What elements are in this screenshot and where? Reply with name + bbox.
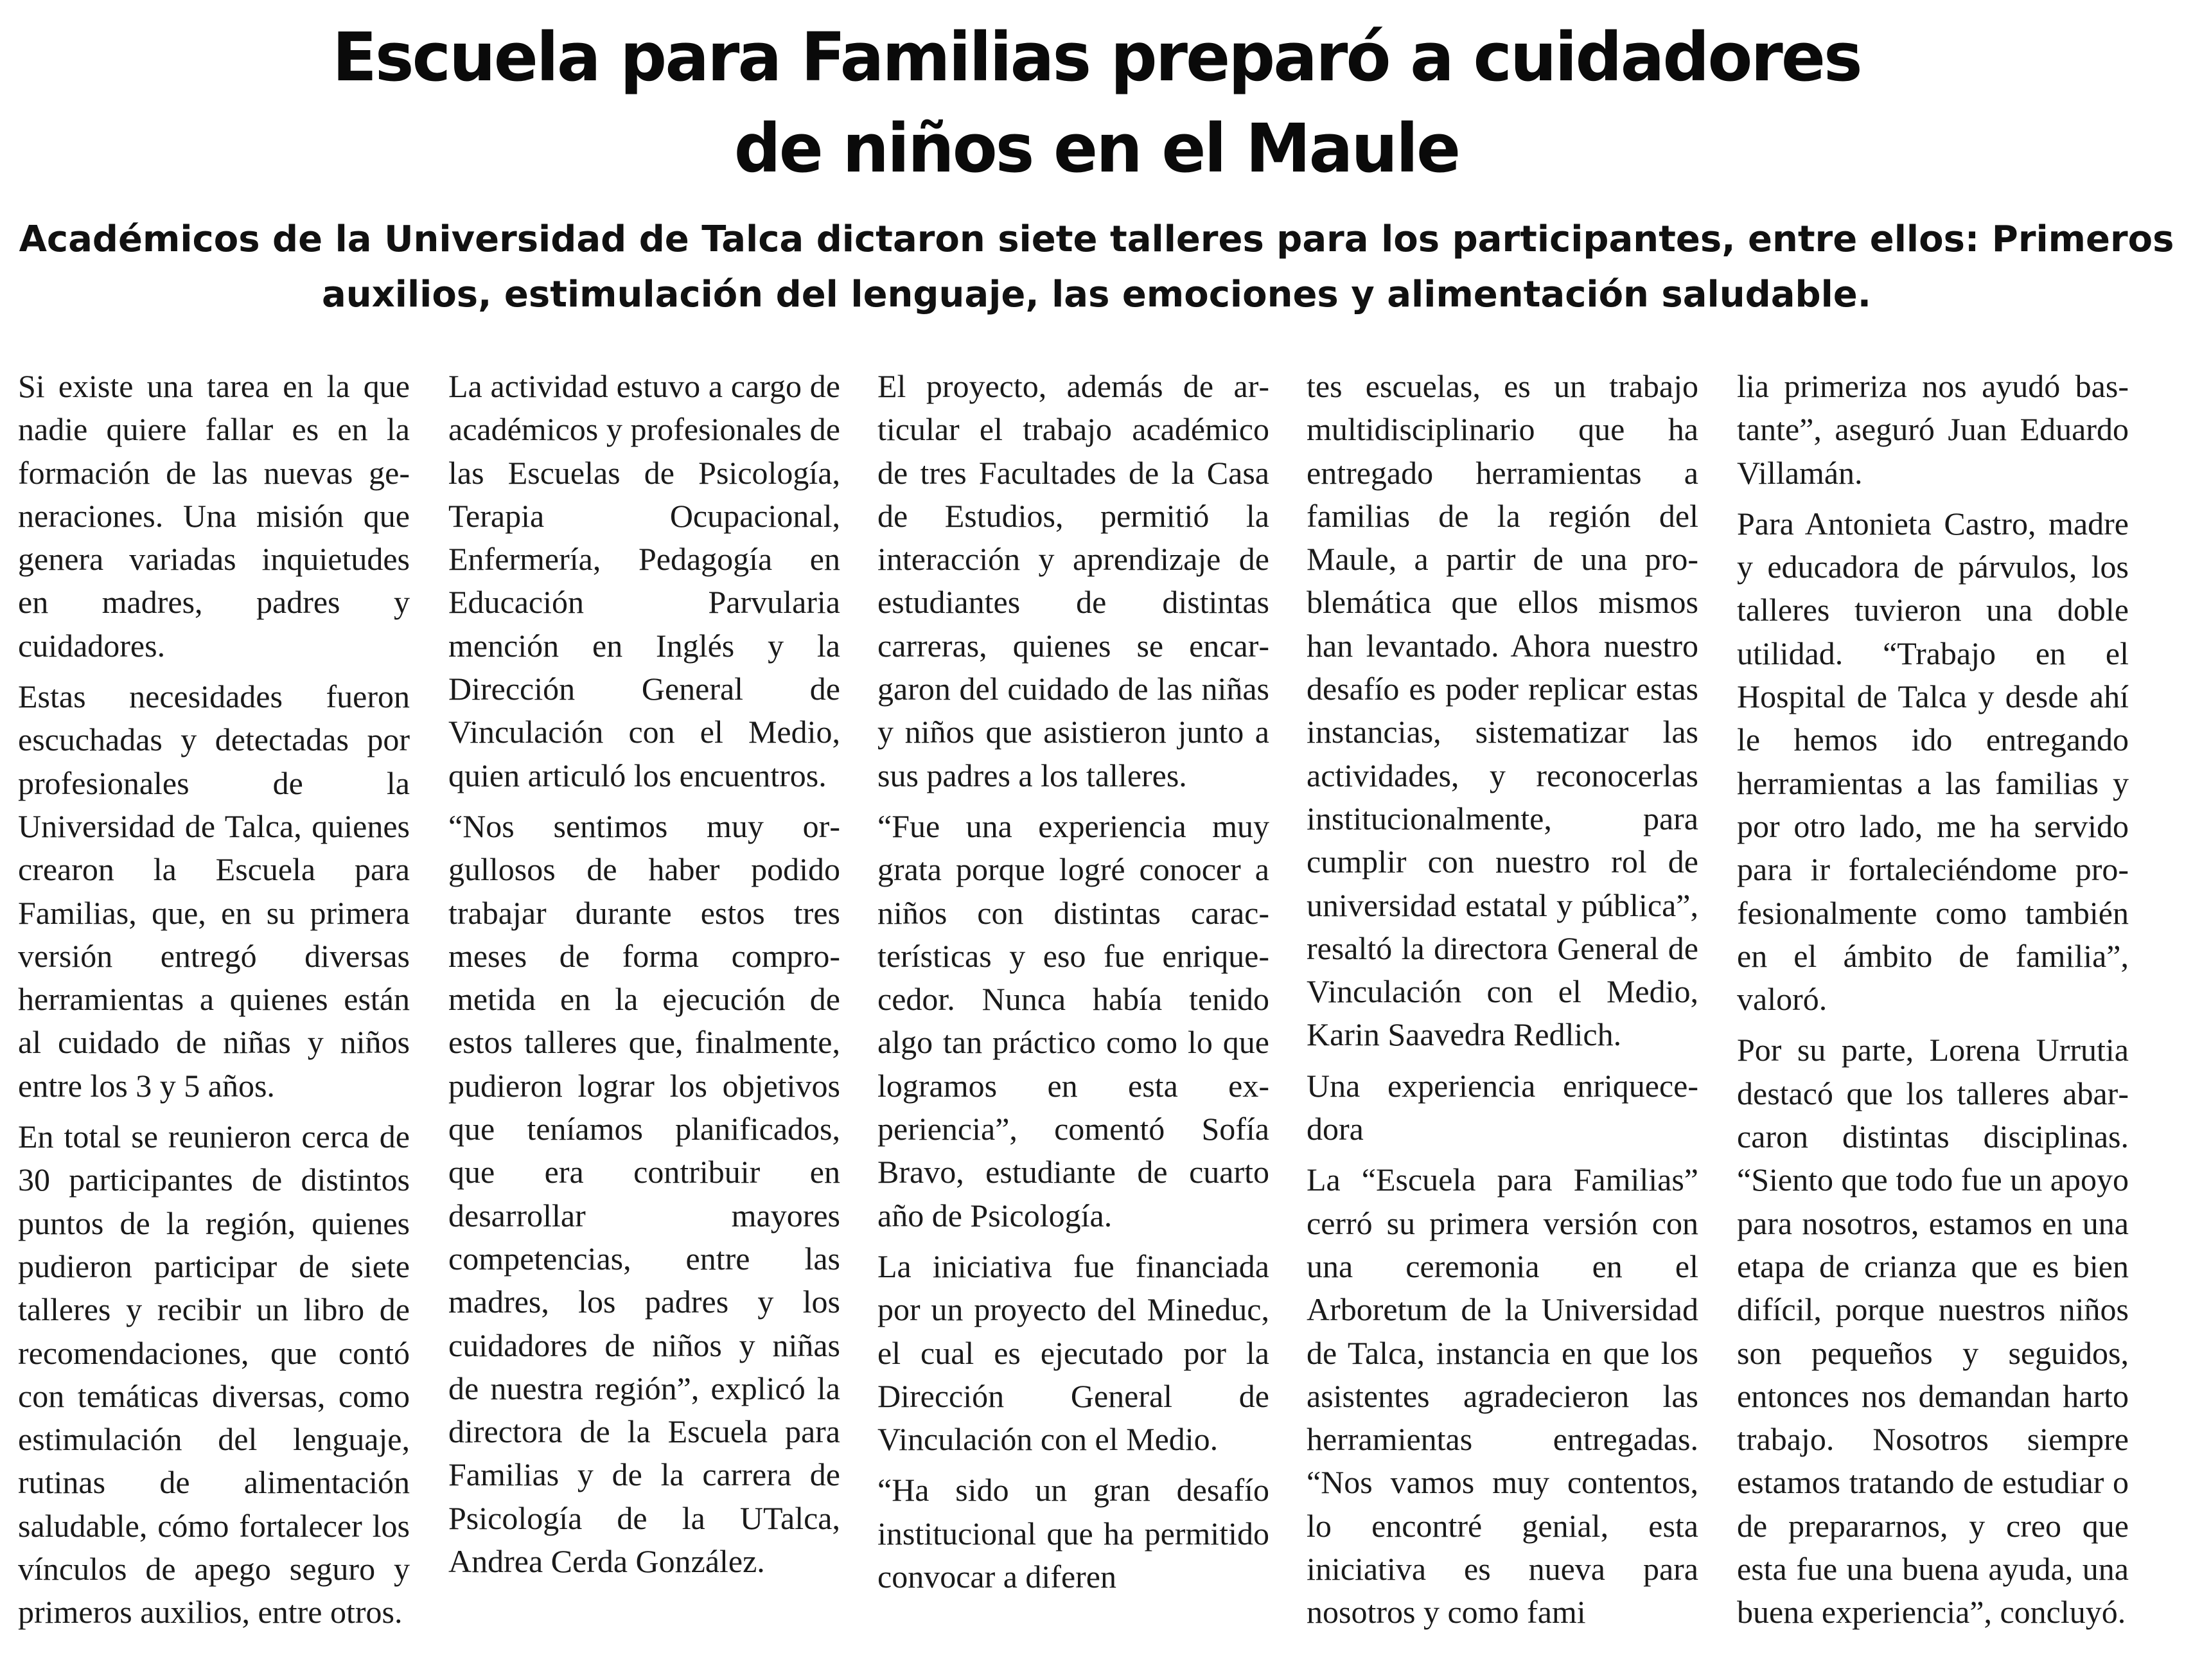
paragraph: Por su parte, Lorena Urrutia destacó que los talleres abarcaron distintas disciplinas. “Siento que todo fue un apoyo para nosotros, estamos en una etapa de crianza que es bien difícil, porque nuestros niños son pequeños y seguidos, entonces nos demandan harto trabajo. Nosotros siempre estamos tratando de estudiar o de prepararnos, y creo que esta fue una buena ayuda, una buena experiencia”, concluyó.	[1737, 1032, 2129, 1631]
section-subtitle: Una experiencia enriquecedora	[1307, 1067, 1698, 1147]
paragraph: Si existe una tarea en la que nadie quiere fallar es en la formación de las nuevas generaciones. Una misión que genera variadas inquietudes en madres, padres y cuidadores.	[18, 368, 410, 664]
article-body	[18, 365, 2163, 1676]
headline	[22, 12, 2171, 194]
paragraph: “Fue una experiencia muy grata porque logré conocer a niños con distintas características y eso fue enriquecedor. Nunca había tenido algo tan práctico como lo que logramos en esta experiencia”, comentó Sofía Bravo, estudiante de cuarto año de Psicología.	[877, 808, 1269, 1233]
subheadline-line: Académicos de la Universidad de Talca dictaron siete talleres para los participantes, entre ellos: Primeros	[19, 218, 2174, 260]
column-4	[1307, 365, 1698, 1676]
subheadline	[0, 212, 2193, 323]
paragraph: Estas necesidades fueron escuchadas y detectadas por profesionales de la Universidad de Talca, quienes crearon la Escuela para Familias, que, en su primera versión entregó diversas herramientas a quienes están al cuidado de niñas y niños entre los 3 y 5 años.	[18, 678, 410, 1104]
column-5	[1737, 365, 2129, 1676]
column-1	[18, 365, 410, 1676]
headline-line: Escuela para Familias preparó a cuidadores	[332, 18, 1861, 96]
paragraph: tes escuelas, es un trabajo multidisciplinario que ha entregado herramientas a familias de la región del Maule, a partir de una problemática que ellos mismos han levantado. Ahora nuestro desafío es poder replicar estas instancias, sistematizar las actividades, y reconocerlas institucionalmente, para cumplir con nuestro rol de universidad estatal y pública”, resaltó la directora General de Vinculación con el Medio, Karin Saavedra Redlich.	[1307, 368, 1698, 1053]
paragraph: La iniciativa fue financiada por un proyecto del Mineduc, el cual es ejecutado por la Dirección General de Vinculación con el Medio.	[877, 1248, 1269, 1458]
paragraph: lia primeriza nos ayudó bastante”, aseguró Juan Eduardo Villamán.	[1737, 368, 2129, 491]
column-3	[877, 365, 1269, 1676]
column-2	[448, 365, 840, 1676]
paragraph: El proyecto, además de articular el trabajo académico de tres Facultades de la Casa de Estudios, permitió la interacción y aprendizaje de estudiantes de distintas carreras, quienes se encargaron del cuidado de las niñas y niños que asistieron junto a sus padres a los talleres.	[877, 368, 1269, 793]
paragraph: La “Escuela para Familias” cerró su primera versión con una ceremonia en el Arboretum de la Universidad de Talca, instancia en que los asistentes agradecieron las herramientas entregadas. “Nos vamos muy contentos, lo encontré genial, esta iniciativa es nueva para nosotros y como fami	[1307, 1162, 1698, 1631]
paragraph: La actividad estuvo a cargo de académicos y profesionales de las Escuelas de Psicología, Terapia Ocupacional, Enfermería, Pedagogía en Educación Parvularia mención en Inglés y la Dirección General de Vinculación con el Medio, quien articuló los encuentros.	[448, 368, 840, 793]
paragraph: En total se reunieron cerca de 30 participantes de distintos puntos de la región, quienes pudieron participar de siete talleres y recibir un libro de recomendaciones, que contó con temáticas diversas, como estimulación del lenguaje, rutinas de alimentación saludable, cómo fortalecer los vínculos de apego seguro y primeros auxilios, entre otros.	[18, 1119, 410, 1631]
paragraph: Para Antonieta Castro, madre y educadora de párvulos, los talleres tuvieron una doble utilidad. “Trabajo en el Hospital de Talca y desde ahí le hemos ido entregando herramientas a las familias y por otro lado, me ha servido para ir fortaleciéndome profesionalmente como también en el ámbito de familia”, valoró.	[1737, 505, 2129, 1018]
headline-line: de niños en el Maule	[734, 109, 1459, 188]
paragraph: “Nos sentimos muy orgullosos de haber podido trabajar durante estos tres meses de forma comprometida en la ejecución de estos talleres que, finalmente, pudieron lograr los objetivos que teníamos planificados, que era contribuir en desarrollar mayores competencias, entre las madres, los padres y los cuidadores de niños y niñas de nuestra región”, explicó la directora de la Escuela para Familias y de la carrera de Psicología de la UTalca, Andrea Cerda González.	[448, 808, 840, 1580]
paragraph: “Ha sido un gran desafío institucional que ha permitido convocar a diferen	[877, 1472, 1269, 1595]
subheadline-line: auxilios, estimulación del lenguaje, las emociones y alimentación saludable.	[321, 274, 1872, 315]
